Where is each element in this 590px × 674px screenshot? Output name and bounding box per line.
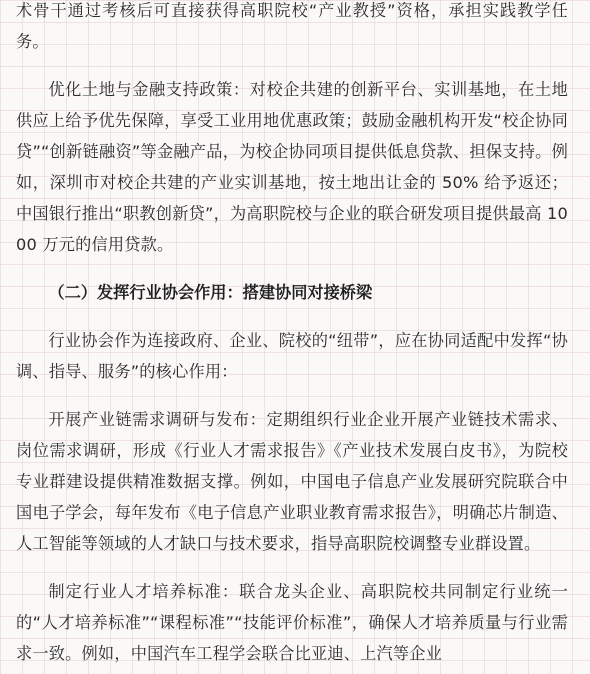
section-heading-industry-associations: （二）发挥行业协会作用：搭建协同对接桥梁 — [48, 283, 373, 302]
paragraph-gap — [16, 260, 568, 277]
paragraph-demand-research: 开展产业链需求调研与发布：定期组织行业企业开展产业链技术需求、岗位需求调研，形成《行业人才需求报告》《产业技术发展白皮书》，为院校专业群建设提供精准数据支撑。例如，中国电子信息产业发展研究院联合中国电子学会，每年发布《电子信息产业职业教育需求报告》，明确芯片制造、人工智能等领域的人才缺口与技术要求，指导高职院校调整专业群设置。 — [16, 410, 568, 553]
paragraph-association-role: 行业协会作为连接政府、企业、院校的“纽带”，应在协同适配中发挥“协调、指导、服务”的核心作用： — [16, 331, 568, 381]
paragraph-gap — [16, 308, 568, 325]
paragraph-land-finance-policy: 优化土地与金融支持政策：对校企共建的创新平台、实训基地，在土地供应上给予优先保障，享受工业用地优惠政策；鼓励金融机构开发“校企协同贷”“创新链融资”等金融产品，为校企协同项目提供低息贷款、担保支持。例如，深圳市对校企共建的产业实训基地，按土地出让金的 50% 给予返还；中国银行推出“职教创新贷”，为高职院校与企业的联合研发项目提供最高 1000 万元的信用贷款。 — [16, 80, 568, 254]
paragraph-gap — [16, 57, 568, 74]
paragraph-talent-continuation: 术骨干通过考核后可直接获得高职院校“产业教授”资格，承担实践教学任务。 — [16, 1, 568, 51]
paragraph-training-standards: 制定行业人才培养标准：联合龙头企业、高职院校共同制定行业统一的“人才培养标准”“课程标准”“技能评价标准”，确保人才培养质量与行业需求一致。例如，中国汽车工程学会联合比亚迪、上汽等企业 — [16, 582, 568, 663]
paragraph-gap — [16, 387, 568, 404]
paragraph-gap — [16, 559, 568, 576]
